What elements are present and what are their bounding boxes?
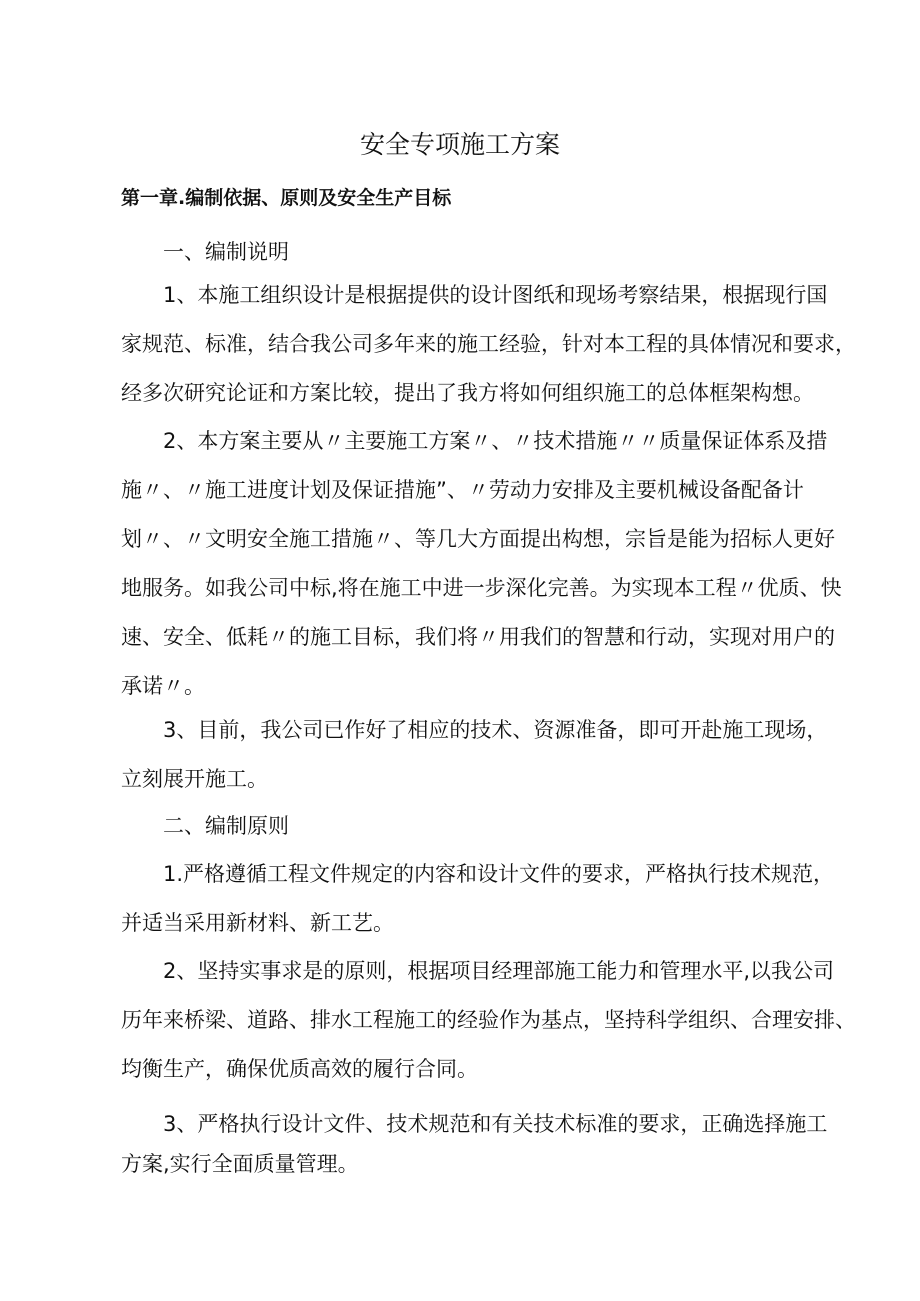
paragraph-line: 立刻展开施工。 [121, 767, 268, 791]
section-2-heading-block [121, 802, 811, 851]
document-title: 安全专项施工方案 [359, 130, 560, 159]
paragraph-line: 均衡生产，确保优质高效的履行合同。 [121, 1057, 478, 1081]
section-2-paragraph-1 [121, 850, 835, 948]
section-1-heading: 一、编制说明 [163, 240, 289, 264]
section-2-paragraph-3 [121, 1104, 828, 1184]
paragraph-line: 1、本施工组织设计是根据提供的设计图纸和现场考察结果，根据现行国 [163, 283, 828, 307]
section-1-paragraph-2 [121, 417, 842, 711]
paragraph-line: 施〃、〃施工进度计划及保证措施”、〃劳动力安排及主要机械设备配备计 [121, 478, 804, 502]
paragraph-line: 历年来桥梁、道路、排水工程施工的经验作为基点，坚持科学组织、合理安排、 [121, 1008, 856, 1032]
paragraph-line: 2、本方案主要从〃主要施工方案〃、〃技术措施〃〃质量保证体系及措 [163, 429, 828, 453]
paragraph-line: 经多次研究论证和方案比较，提出了我方将如何组织施工的总体框架构想。 [121, 381, 814, 405]
paragraph-line: 承诺〃。 [121, 674, 205, 698]
paragraph-line: 1.严格遵循工程文件规定的内容和设计文件的要求，严格执行技术规范， [163, 862, 835, 886]
paragraph-line: 3、严格执行设计文件、技术规范和有关技术标准的要求，正确选择施工 [163, 1112, 828, 1136]
paragraph-line: 划〃、〃文明安全施工措施〃、等几大方面提出构想，宗旨是能为招标人更好 [121, 527, 835, 551]
paragraph-line: 3、目前，我公司已作好了相应的技术、资源准备，即可开赴施工现场， [163, 718, 828, 742]
section-1-paragraph-1 [121, 271, 856, 418]
paragraph-line: 2、坚持实事求是的原则，根据项目经理部施工能力和管理水平,以我公司 [163, 959, 835, 983]
section-1-heading-block [121, 228, 811, 277]
paragraph-line: 速、安全、低耗〃的施工目标，我们将〃用我们的智慧和行动，实现对用户的 [121, 625, 835, 649]
paragraph-line: 方案,实行全面质量管理。 [121, 1152, 359, 1176]
paragraph-line: 并适当采用新材料、新工艺。 [121, 911, 394, 935]
section-1-paragraph-3 [121, 706, 828, 804]
section-2-paragraph-2 [121, 947, 856, 1094]
chapter-heading: 第一章.编制依据、原则及安全生产目标 [121, 187, 452, 209]
paragraph-line: 地服务。如我公司中标,将在施工中进一步深化完善。为实现本工程〃优质、快 [121, 576, 842, 600]
paragraph-line: 家规范、标准，结合我公司多年来的施工经验，针对本工程的具体情况和要求， [121, 332, 856, 356]
section-2-heading: 二、编制原则 [163, 814, 289, 838]
